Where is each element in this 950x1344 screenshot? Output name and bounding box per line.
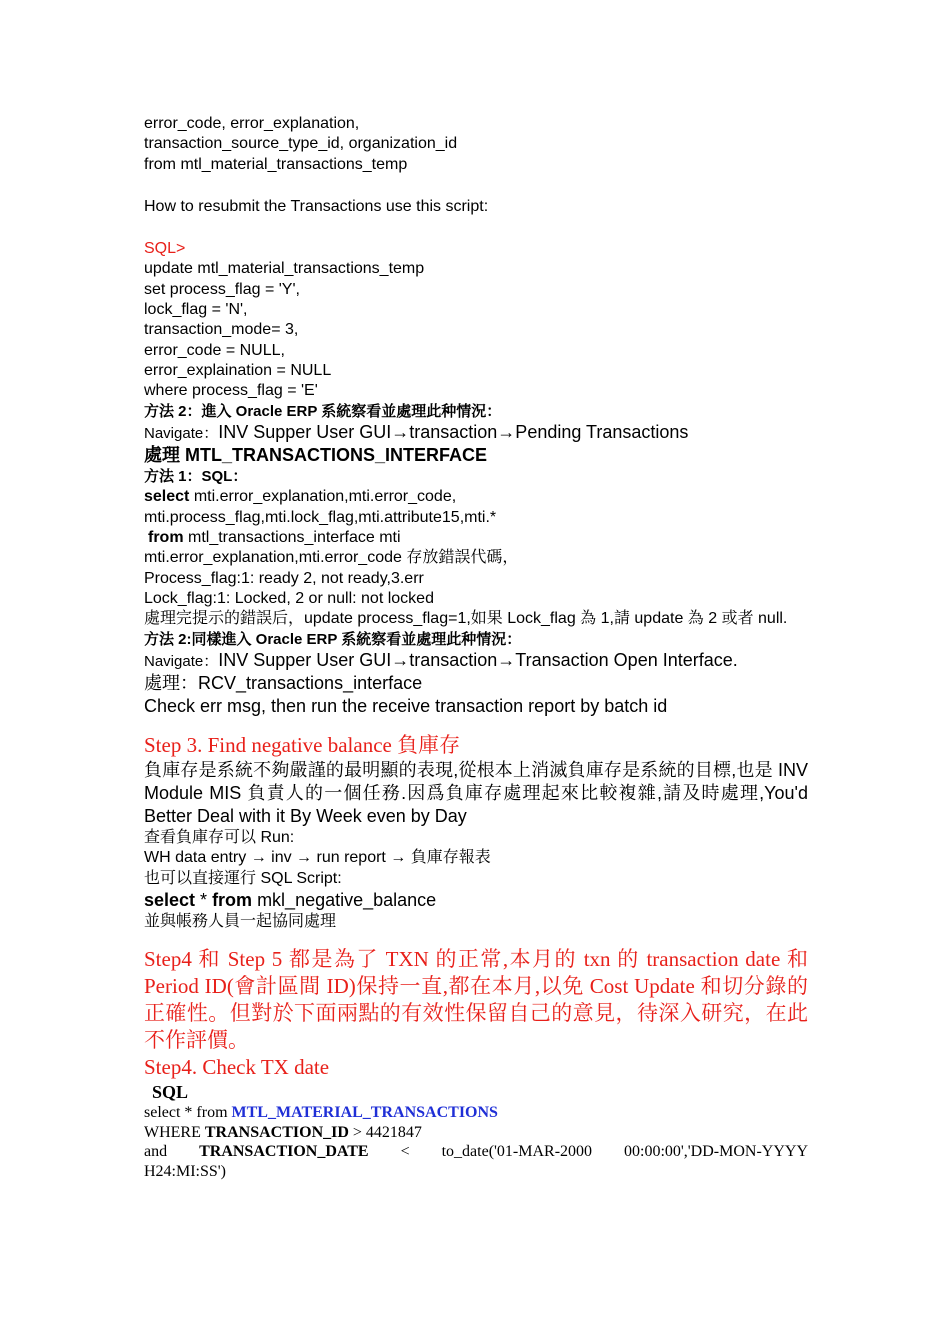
code-line: where process_flag = 'E' bbox=[144, 382, 318, 400]
select-columns-snippet bbox=[144, 114, 808, 175]
resubmit-intro: How to resubmit the Transactions use this script: bbox=[144, 197, 489, 215]
step3-heading: Step 3. Find negative balance 負庫存 bbox=[144, 733, 461, 758]
select-from-line bbox=[144, 1103, 808, 1123]
navigate-line-2 bbox=[144, 650, 808, 672]
and-line bbox=[144, 1142, 808, 1162]
where-condition: > 4421847 bbox=[348, 1123, 422, 1141]
code-line: transaction_source_type_id, organization_id bbox=[144, 135, 458, 153]
navigate-path: INV Supper User GUI→transaction→Pending Transactions bbox=[218, 421, 689, 442]
process-title: 處理 MTL_TRANSACTIONS_INTERFACE bbox=[144, 445, 488, 466]
less-than: < bbox=[400, 1143, 410, 1161]
select-keyword: select bbox=[144, 488, 190, 506]
and-column: TRANSACTION_DATE bbox=[199, 1143, 369, 1161]
from-keyword: from bbox=[212, 890, 253, 911]
navigate-line bbox=[144, 422, 808, 444]
navigate-prefix: Navigate： bbox=[144, 652, 219, 670]
step3-paragraph: 負庫存是系統不夠嚴謹的最明顯的表現,從根本上消滅負庫存是系統的目標,也是 INV Module MIS 負責人的一個任務.因爲負庫存處理起來比較複雜,請及時處理,You'd Better Deal with it By Week even by Day bbox=[144, 760, 808, 827]
to-date-part1: to_date('01-MAR-2000 bbox=[441, 1143, 593, 1161]
accounting-line: 並與帳務人員一起協同處理 bbox=[144, 913, 337, 931]
star: * bbox=[195, 890, 213, 911]
negative-balance-sql bbox=[144, 889, 808, 912]
lock-flag-note: Lock_flag:1: Locked, 2 or null: not locked bbox=[144, 589, 434, 607]
step4-heading: Step4. Check TX date bbox=[144, 1055, 330, 1080]
code-line: transaction_mode= 3, bbox=[144, 321, 299, 339]
from-line bbox=[144, 528, 808, 548]
select-line bbox=[144, 487, 808, 507]
direct-sql-line: 也可以直接運行 SQL Script: bbox=[144, 869, 342, 887]
where-column: TRANSACTION_ID bbox=[204, 1123, 349, 1141]
run-line: 查看負庫存可以 Run: bbox=[144, 829, 295, 847]
navigate-path-2: INV Supper User GUI→transaction→Transaction Open Interface. bbox=[218, 649, 738, 670]
process-flag-note: Process_flag:1: ready 2, not ready,3.err bbox=[144, 569, 424, 587]
document-page bbox=[144, 114, 808, 1181]
method1-title: 方法 1：SQL： bbox=[144, 468, 248, 486]
code-line: error_code = NULL, bbox=[144, 341, 285, 359]
code-line: error_code, error_explanation, bbox=[144, 115, 360, 132]
where-line bbox=[144, 1123, 808, 1143]
code-line: set process_flag = 'Y', bbox=[144, 280, 300, 298]
to-date-part2: 00:00:00','DD-MON-YYYY bbox=[624, 1143, 808, 1161]
method2b-title: 方法 2:同樣進入 Oracle ERP 系統察看並處理此种情況： bbox=[144, 630, 522, 648]
to-date-part3: H24:MI:SS') bbox=[144, 1162, 227, 1180]
report-path: WH data entry → inv → run report → 負庫存報表 bbox=[144, 849, 491, 867]
rcv-line: 處理：RCV_transactions_interface bbox=[144, 673, 423, 694]
navigate-prefix: Navigate： bbox=[144, 424, 219, 442]
where-keyword: WHERE bbox=[144, 1123, 205, 1141]
check-line: Check err msg, then run the receive transaction report by batch id bbox=[144, 696, 668, 717]
select-prefix: select * from bbox=[144, 1104, 232, 1122]
step4-note: Step4 和 Step 5 都是為了 TXN 的正常,本月的 txn 的 transaction date 和 Period ID(會計區間 ID)保持一直,都在本月,以免 Cost Update 和切分錄的正確性。但對於下面兩點的有效性保留自己的意見，待深入研究，在此不作評價。 bbox=[144, 947, 808, 1053]
code-line: from mtl_material_transactions_temp bbox=[144, 155, 408, 173]
code-line: update mtl_material_transactions_temp bbox=[144, 260, 425, 278]
code-line: error_explaination = NULL bbox=[144, 361, 332, 379]
sql-label: SQL bbox=[152, 1082, 189, 1103]
table-name: MTL_MATERIAL_TRANSACTIONS bbox=[231, 1104, 498, 1122]
table-name: mkl_negative_balance bbox=[252, 890, 437, 911]
select-line-2: mti.process_flag,mti.lock_flag,mti.attribute15,mti.* bbox=[144, 508, 497, 526]
code-line: lock_flag = 'N', bbox=[144, 301, 248, 319]
after-process-note: 處理完提示的錯誤后，update process_flag=1,如果 Lock_flag 為 1,請 update 為 2 或者 null. bbox=[144, 610, 788, 628]
select-columns: mti.error_explanation,mti.error_code, bbox=[189, 488, 457, 506]
from-keyword: from bbox=[148, 529, 184, 547]
from-table: mtl_transactions_interface mti bbox=[183, 529, 401, 547]
sql-prompt: SQL> bbox=[144, 240, 186, 258]
update-script bbox=[144, 259, 808, 401]
and-keyword: and bbox=[144, 1143, 168, 1161]
select-keyword: select bbox=[144, 890, 196, 911]
method2-title: 方法 2：進入 Oracle ERP 系統察看並處理此种情況： bbox=[144, 402, 502, 420]
error-note: mti.error_explanation,mti.error_code 存放錯誤代碼， bbox=[144, 549, 519, 567]
